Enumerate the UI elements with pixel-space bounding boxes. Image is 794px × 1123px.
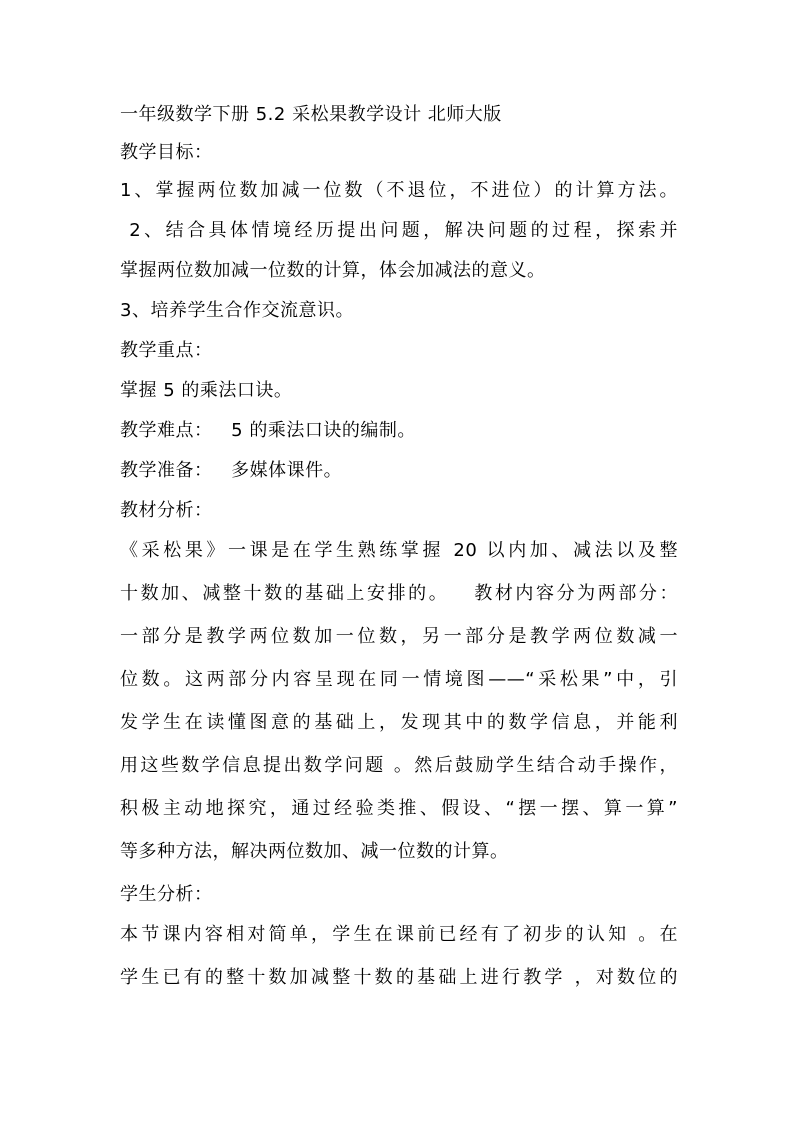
student-line-1: 本节课内容相对简单，学生在课前已经有了初步的认知 。在: [120, 924, 678, 945]
material-line-3: 一部分是教学两位数加一位数，另一部分是教学两位数减一: [120, 626, 678, 647]
student-paragraph: [120, 923, 678, 990]
key-points-text: 掌握 5 的乘法口诀。: [120, 380, 293, 401]
objective-line-3: 掌握两位数加减一位数的计算，体会加减法的意义。: [120, 260, 546, 281]
material-line-1: 《采松果》一课是在学生熟练掌握 20 以内加、减法以及整: [120, 540, 678, 561]
student-heading: 学生分析：: [120, 884, 213, 905]
material-line-4: 位数。这两部分内容呈现在同一情境图——“采松果”中，引: [120, 669, 678, 690]
material-paragraph: [120, 539, 678, 864]
objective-line-1: 1、掌握两位数加减一位数（不退位，不进位）的计算方法。: [120, 180, 678, 201]
material-line-8: 等多种方法，解决两位数加、减一位数的计算。: [120, 841, 509, 862]
student-line-2: 学生已有的整十数加减整十数的基础上进行教学 ，对数位的: [120, 967, 678, 988]
document-title: 一年级数学下册 5.2 采松果教学设计 北师大版: [120, 104, 502, 125]
material-heading: 教材分析：: [120, 500, 213, 521]
objective-line-4: 3、培养学生合作交流意识。: [120, 300, 354, 321]
material-line-7: 积极主动地探究，通过经验类推、假设、“摆一摆、算一算”: [120, 798, 678, 819]
preparation-text: 教学准备： 多媒体课件。: [120, 460, 343, 481]
objectives-heading: 教学目标：: [120, 142, 213, 163]
material-line-2: 十数加、减整十数的基础上安排的。 教材内容分为两部分：: [120, 583, 678, 604]
difficulty-text: 教学难点： 5 的乘法口诀的编制。: [120, 420, 416, 441]
document-page: [120, 103, 678, 1009]
material-line-6: 用这些数学信息提出数学问题 。然后鼓励学生结合动手操作，: [120, 755, 678, 776]
key-points-heading: 教学重点：: [120, 340, 213, 361]
objective-line-2: 2、结合具体情境经历提出问题，解决问题的过程，探索并: [120, 220, 678, 241]
material-line-5: 发学生在读懂图意的基础上，发现其中的数学信息，并能利: [120, 712, 678, 733]
